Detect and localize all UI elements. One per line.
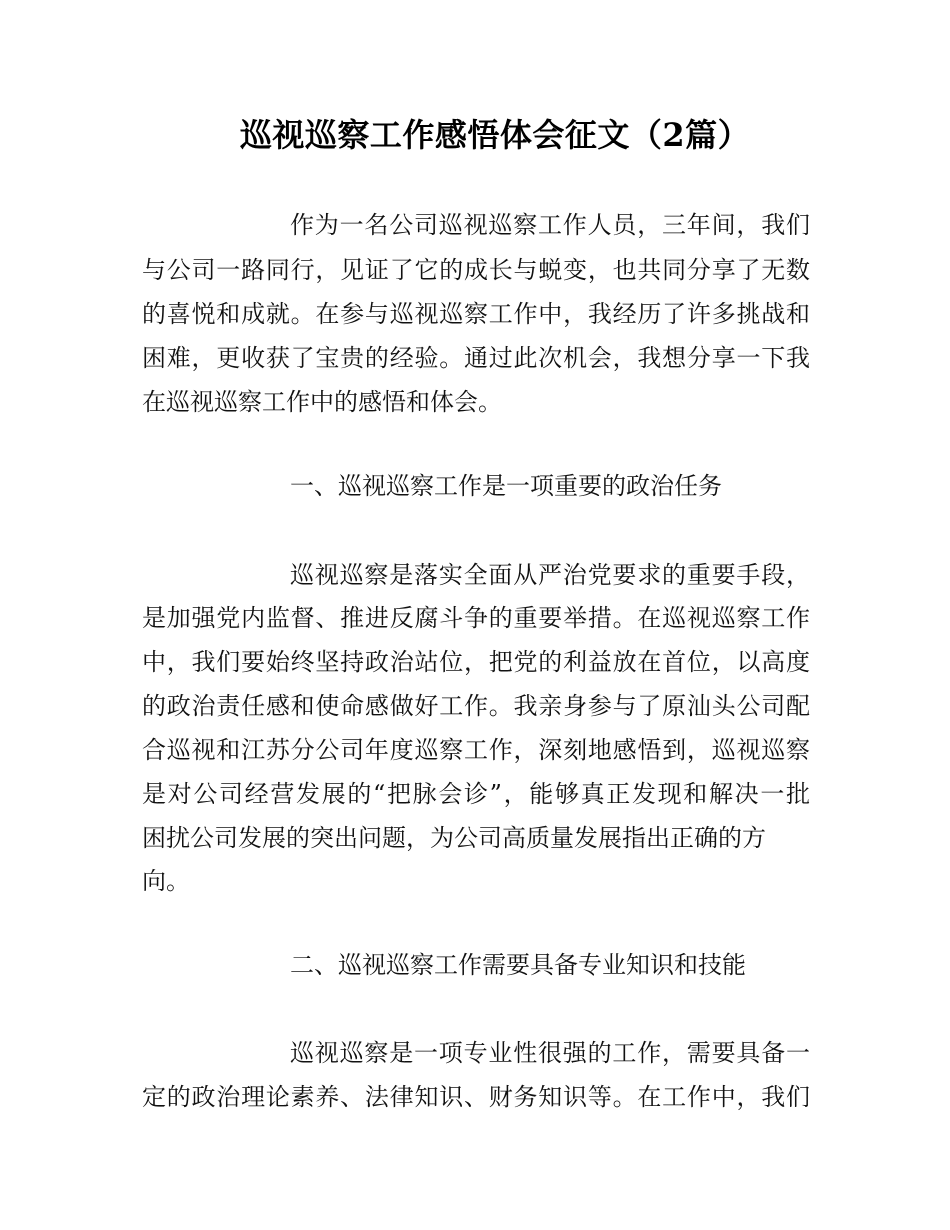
paragraph-line: 巡视巡察是落实全面从严治党要求的重要手段，: [290, 561, 810, 589]
paragraph-line: 作为一名公司巡视巡察工作人员，三年间，我们: [290, 211, 810, 239]
paragraph-line: 与公司一路同行，见证了它的成长与蜕变，也共同分享了无数: [142, 256, 810, 284]
paragraph-line: 是对公司经营发展的“把脉会诊”，能够真正发现和解决一批: [142, 780, 810, 808]
paragraph-line: 中，我们要始终坚持政治站位，把党的利益放在首位，以高度: [142, 648, 810, 676]
paragraph-line: 是加强党内监督、推进反腐斗争的重要举措。在巡视巡察工作: [142, 604, 810, 632]
document-title: 巡视巡察工作感悟体会征文（2篇）: [239, 116, 751, 154]
paragraph-line: 困扰公司发展的突出问题，为公司高质量发展指出正确的方: [142, 824, 766, 852]
paragraph-line: 的政治责任感和使命感做好工作。我亲身参与了原汕头公司配: [142, 692, 810, 720]
paragraph-line: 困难，更收获了宝贵的经验。通过此次机会，我想分享一下我: [142, 344, 810, 372]
paragraph-line: 合巡视和江苏分公司年度巡察工作，深刻地感悟到，巡视巡察: [142, 736, 810, 764]
paragraph-line: 向。: [142, 867, 190, 895]
section-heading-2: 二、巡视巡察工作需要具备专业知识和技能: [290, 951, 746, 979]
paragraph-line: 巡视巡察是一项专业性很强的工作，需要具备一: [290, 1039, 810, 1067]
section-heading-1: 一、巡视巡察工作是一项重要的政治任务: [290, 472, 722, 500]
paragraph-line: 在巡视巡察工作中的感悟和体会。: [142, 388, 502, 416]
paragraph-line: 的喜悦和成就。在参与巡视巡察工作中，我经历了许多挑战和: [142, 300, 810, 328]
paragraph-line: 定的政治理论素养、法律知识、财务知识等。在工作中，我们: [142, 1083, 810, 1111]
